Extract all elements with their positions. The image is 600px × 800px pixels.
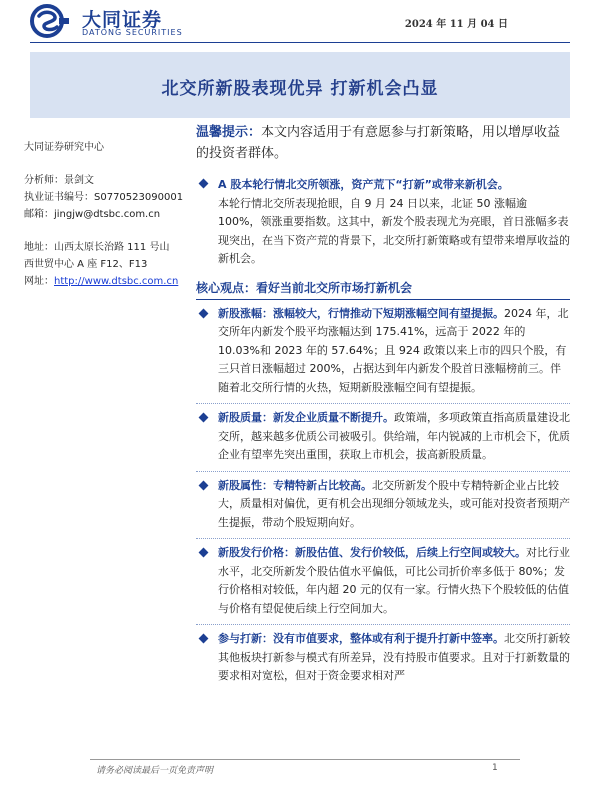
report-title: 北交所新股表现优异 打新机会凸显	[161, 79, 439, 99]
summary-text: 本轮行情北交所表现抢眼，自 9 月 24 日以来，北证 50 涨幅逾 100%，领涨重要指数。这其中，新发个股表现尤为亮眼，首日涨幅多表现突出，在当下资产荒的背景下，北交所打新策略或有望带来增厚收益的新机会。	[218, 196, 570, 265]
reminder-text: 本文内容适用于有意愿参与打新策略，用以增厚收益的投资者群体。	[196, 125, 561, 161]
point-item	[196, 544, 570, 618]
point-lead: 新股质量：新发企业质量不断提升。	[218, 411, 394, 424]
brand-name: 大同证券	[82, 9, 163, 31]
point-lead: 参与打新：没有市值要求，整体或有利于提升打新中签率。	[218, 632, 504, 645]
title-banner	[30, 52, 570, 118]
point-item	[196, 477, 570, 533]
datong-logo-icon	[30, 4, 70, 38]
disclaimer-note: 请务必阅读最后一页免责声明	[96, 766, 214, 776]
report-date: 2024 年 11 月 04 日	[404, 19, 508, 30]
summary-paragraph	[196, 176, 570, 269]
license-number: 执业证书编号：S0770523090001	[24, 192, 184, 203]
point-text: 北交所新发个股中专精特新企业占比较大，质量相对偏优，更有机会出现细分领域龙头，或可能对投资者预期产生提振，带动个股短期向好。	[218, 478, 570, 529]
address-line-2: 西世贸中心 A 座 F12、F13	[24, 259, 148, 270]
analyst-email: 邮箱：jingjw@dtsbc.com.cn	[24, 209, 161, 220]
point-item	[196, 305, 570, 398]
bullet-diamond-icon	[199, 413, 209, 423]
dotted-divider	[196, 624, 570, 625]
reminder-note	[196, 122, 570, 164]
dotted-divider	[196, 403, 570, 404]
bullet-diamond-icon	[199, 634, 209, 644]
bullet-diamond-icon	[199, 308, 209, 318]
footer-divider	[90, 759, 520, 760]
point-text: 北交所打新较其他板块打新参与模式有所差异，没有持股市值要求。且对于打新数量的要求相对宽松，但对于资金要求相对严	[218, 632, 570, 682]
website-label: 网址：	[24, 276, 54, 287]
website-link[interactable]: http://www.dtsbc.com.cn	[54, 276, 179, 287]
point-lead: 新股属性：专精特新占比较高。	[218, 478, 372, 492]
bullet-diamond-icon	[199, 480, 209, 490]
summary-lead: A 股本轮行情北交所领涨，资产荒下“打新”或带来新机会。	[218, 178, 509, 191]
page-number: 1	[492, 763, 498, 773]
reminder-label: 温馨提示：	[196, 125, 262, 140]
main-content	[196, 122, 570, 686]
header-divider	[30, 42, 570, 43]
point-lead: 新股发行价格：新股估值、发行价较低，后续上行空间或较大。	[218, 546, 526, 559]
research-department: 大同证券研究中心	[24, 142, 104, 153]
core-view-heading: 核心观点：看好当前北交所市场打新机会	[196, 279, 570, 300]
dotted-divider	[196, 538, 570, 539]
analyst-name: 分析师：景剑文	[24, 175, 94, 186]
bullet-diamond-icon	[199, 179, 209, 189]
brand-name-english: DATONG SECURITIES	[82, 28, 183, 37]
author-info	[24, 135, 189, 290]
bullet-diamond-icon	[199, 548, 209, 558]
dotted-divider	[196, 471, 570, 472]
point-lead: 新股涨幅：涨幅较大，行情推动下短期涨幅空间有望提振。	[218, 306, 504, 320]
point-text: 对比行业水平，北交所新发个股估值水平偏低，可比公司折价率多低于 80%；发行价格相对较低，年内超 20 元的仅有一家。行情火热下个股较低的估值与价格有望促使后续上行空间加大。	[218, 546, 570, 615]
website	[24, 273, 189, 290]
report-header	[0, 0, 600, 45]
point-item	[196, 409, 570, 465]
address-line-1: 地址：山西太原长治路 111 号山	[24, 242, 170, 253]
point-item	[196, 630, 570, 686]
point-text: 政策端，多项政策直指高质量建设北交所，越来越多优质公司被吸引。供给端，年内锐减的上市机会下，优质企业有望率先突出重围，获取上市机会，拔高新股质量。	[218, 411, 570, 461]
point-text: 2024 年，北交所年内新发个股平均涨幅达到 175.41%，远高于 2022 年的 10.03%和 2023 年的 57.64%；且 924 政策以来上市的四只个股，有三只首日涨幅超过 200%，占据达到年内新发个股首日涨幅榜前三。伴随着北交所行情的火热，短期新股涨幅空间有望提振。	[218, 306, 569, 394]
